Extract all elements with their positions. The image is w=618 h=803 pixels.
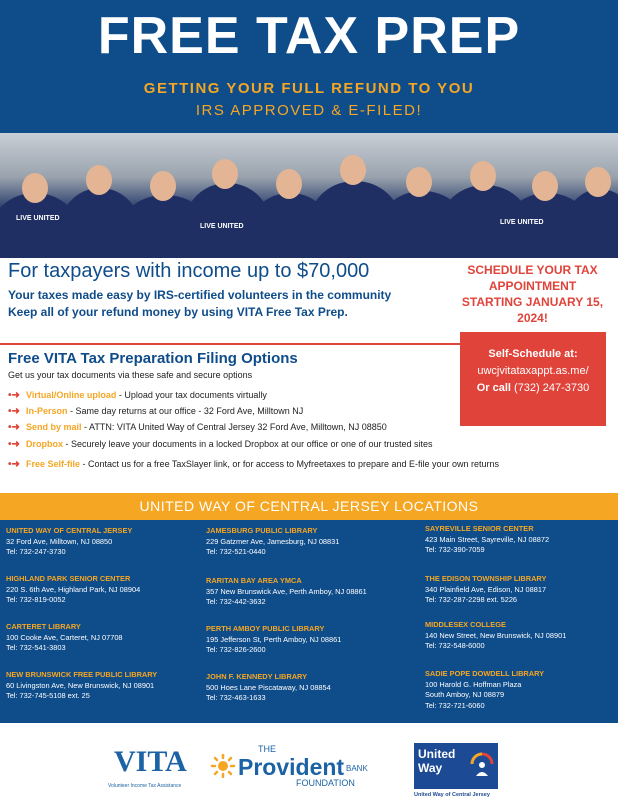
tagline-irs-volunteers: Your taxes made easy by IRS-certified volunteers in the community <box>8 288 392 302</box>
location-tel: Tel: 732-463-1633 <box>206 693 266 702</box>
person-face <box>22 173 48 203</box>
location-name: CARTERET LIBRARY <box>6 622 81 631</box>
location-item <box>6 622 123 654</box>
location-address: 423 Main Street, Sayreville, NJ 08872 <box>425 534 550 544</box>
locations-heading: UNITED WAY OF CENTRAL JERSEY LOCATIONS <box>0 493 618 520</box>
person-face <box>340 155 366 185</box>
page-title: FREE TAX PREP <box>97 7 521 65</box>
location-item <box>6 526 132 558</box>
divider-line <box>0 343 460 345</box>
option-text: - Contact us for a free TaxSlayer link, or for access to Myfreetaxes to prepare and E-file your own returns <box>80 459 500 469</box>
provident-the: THE <box>258 744 276 754</box>
location-address: 220 S. 6th Ave, Highland Park, NJ 08904 <box>6 584 141 594</box>
location-tel: Tel: 732-287-2298 ext. 5226 <box>425 595 518 604</box>
location-name: MIDDLESEX COLLEGE <box>425 620 506 629</box>
vita-logo: VITA <box>114 745 187 778</box>
location-item <box>425 574 546 606</box>
arrow-right-icon: •➜ <box>8 406 20 417</box>
tagline-keep-refund: Keep all of your refund money by using VITA Free Tax Prep. <box>8 305 348 319</box>
person-face <box>86 165 112 195</box>
option-item <box>8 459 499 470</box>
uw-line: United <box>418 747 456 761</box>
person-face <box>532 171 558 201</box>
options-intro: Get us your tax documents via these safe and secure options <box>8 370 253 380</box>
self-schedule-label: Self-Schedule at: <box>488 348 578 360</box>
option-label: Virtual/Online upload <box>26 390 117 400</box>
location-address: 195 Jefferson St, Perth Amboy, NJ 08861 <box>206 634 342 644</box>
option-item <box>8 422 387 433</box>
location-tel: Tel: 732-541-3803 <box>6 643 66 652</box>
location-name: NEW BRUNSWICK FREE PUBLIC LIBRARY <box>6 670 158 679</box>
location-address: 340 Plainfield Ave, Edison, NJ 08817 <box>425 584 547 594</box>
location-item <box>425 620 566 652</box>
person-face <box>150 171 176 201</box>
location-item <box>6 670 157 702</box>
call-label: Or call <box>476 382 511 394</box>
location-item <box>206 576 367 608</box>
arrow-right-icon: •➜ <box>8 390 20 401</box>
location-address: 140 New Street, New Brunswick, NJ 08901 <box>425 630 567 640</box>
location-item <box>206 624 341 656</box>
provident-logo-text: Provident <box>238 754 345 780</box>
option-item <box>8 406 303 417</box>
location-name: SAYREVILLE SENIOR CENTER <box>425 524 534 533</box>
person-face <box>470 161 496 191</box>
option-label: Free Self-file <box>26 459 81 469</box>
self-schedule-box <box>460 332 606 426</box>
person-face <box>212 159 238 189</box>
option-text: - ATTN: VITA United Way of Central Jersey 32 Ford Ave, Milltown, NJ 08850 <box>81 422 387 432</box>
location-item <box>206 526 339 558</box>
location-tel: Tel: 732-247-3730 <box>6 547 66 556</box>
schedule-line: APPOINTMENT <box>488 279 577 293</box>
location-tel: Tel: 732-745-5108 ext. 25 <box>6 691 90 700</box>
location-item <box>425 669 544 711</box>
phone-number: (732) 247-3730 <box>514 382 590 394</box>
location-name: SADIE POPE DOWDELL LIBRARY <box>425 669 545 678</box>
header-banner <box>0 0 618 133</box>
person-face <box>585 167 611 197</box>
location-address: 100 Harold G. Hoffman Plaza <box>425 679 522 689</box>
shirt-text: LIVE UNITED <box>500 219 544 226</box>
location-address: 100 Cooke Ave, Carteret, NJ 07708 <box>6 632 123 642</box>
schedule-line: SCHEDULE YOUR TAX <box>467 263 598 277</box>
location-address: 229 Gatzmer Ave, Jamesburg, NJ 08831 <box>206 536 340 546</box>
schedule-notice <box>450 262 615 326</box>
option-text: - Same day returns at our office - 32 Ford Ave, Milltown NJ <box>67 406 304 416</box>
subtitle-refund: GETTING YOUR FULL REFUND TO YOU <box>143 80 475 97</box>
option-text: - Securely leave your documents in a locked Dropbox at our office or one of our trusted sites <box>63 439 433 449</box>
provident-sunburst-icon <box>210 754 236 778</box>
location-item <box>6 574 140 606</box>
location-address: 32 Ford Ave, Milltown, NJ 08850 <box>6 536 113 546</box>
option-item <box>8 390 267 401</box>
schedule-url-link[interactable]: uwcjvitataxappt.as.me/ <box>477 365 589 377</box>
arrow-right-icon: •➜ <box>8 459 20 470</box>
location-tel: Tel: 732-721-6060 <box>425 700 485 710</box>
location-name: JOHN F. KENNEDY LIBRARY <box>206 672 308 681</box>
location-tel: Tel: 732-521-0440 <box>206 547 266 556</box>
subtitle-irs: IRS APPROVED & E-FILED! <box>195 102 423 119</box>
location-name: HIGHLAND PARK SENIOR CENTER <box>6 574 131 583</box>
location-name: THE EDISON TOWNSHIP LIBRARY <box>425 574 547 583</box>
volunteers-photo <box>0 133 618 258</box>
location-item <box>206 672 331 704</box>
shirt-text: LIVE UNITED <box>16 215 60 222</box>
location-item <box>425 524 549 556</box>
arrow-right-icon: •➜ <box>8 439 20 450</box>
united-way-hand-icon <box>470 752 494 778</box>
option-label: In-Person <box>26 406 68 416</box>
location-tel: Tel: 732-826-2600 <box>206 645 266 654</box>
option-label: Dropbox <box>26 439 63 449</box>
location-name: UNITED WAY OF CENTRAL JERSEY <box>6 526 133 535</box>
location-tel: Tel: 732-390-7059 <box>425 545 485 554</box>
option-label: Send by mail <box>26 422 82 432</box>
uw-line: Way <box>418 761 443 775</box>
location-address: 60 Livingston Ave, New Brunswick, NJ 08901 <box>6 680 155 690</box>
option-item <box>8 439 433 450</box>
location-tel: Tel: 732-819-0052 <box>6 595 66 604</box>
person-face <box>276 169 302 199</box>
location-name: RARITAN BAY AREA YMCA <box>206 576 302 585</box>
shirt-text: LIVE UNITED <box>200 223 244 230</box>
location-address: 357 New Brunswick Ave, Perth Amboy, NJ 08861 <box>206 586 367 596</box>
location-name: JAMESBURG PUBLIC LIBRARY <box>206 526 318 535</box>
provident-bank: BANK <box>346 764 368 773</box>
united-way-subtitle: United Way of Central Jersey <box>414 792 490 798</box>
options-title: Free VITA Tax Preparation Filing Options <box>8 350 298 367</box>
united-way-logo-text <box>418 747 455 775</box>
person-face <box>406 167 432 197</box>
provident-foundation: FOUNDATION <box>296 778 355 788</box>
location-address-line2: South Amboy, NJ 08879 <box>425 690 505 699</box>
vita-logo-subtitle: Volunteer Income Tax Assistance <box>108 783 182 789</box>
schedule-line: 2024! <box>517 311 548 325</box>
arrow-right-icon: •➜ <box>8 422 20 433</box>
location-name: PERTH AMBOY PUBLIC LIBRARY <box>206 624 325 633</box>
schedule-line: STARTING JANUARY 15, <box>461 295 604 309</box>
location-tel: Tel: 732-442-3632 <box>206 597 266 606</box>
location-address: 500 Hoes Lane Piscataway, NJ 08854 <box>206 682 331 692</box>
option-text: - Upload your tax documents virtually <box>116 390 267 400</box>
income-headline: For taxpayers with income up to $70,000 <box>8 260 370 282</box>
location-tel: Tel: 732-548-6000 <box>425 641 485 650</box>
